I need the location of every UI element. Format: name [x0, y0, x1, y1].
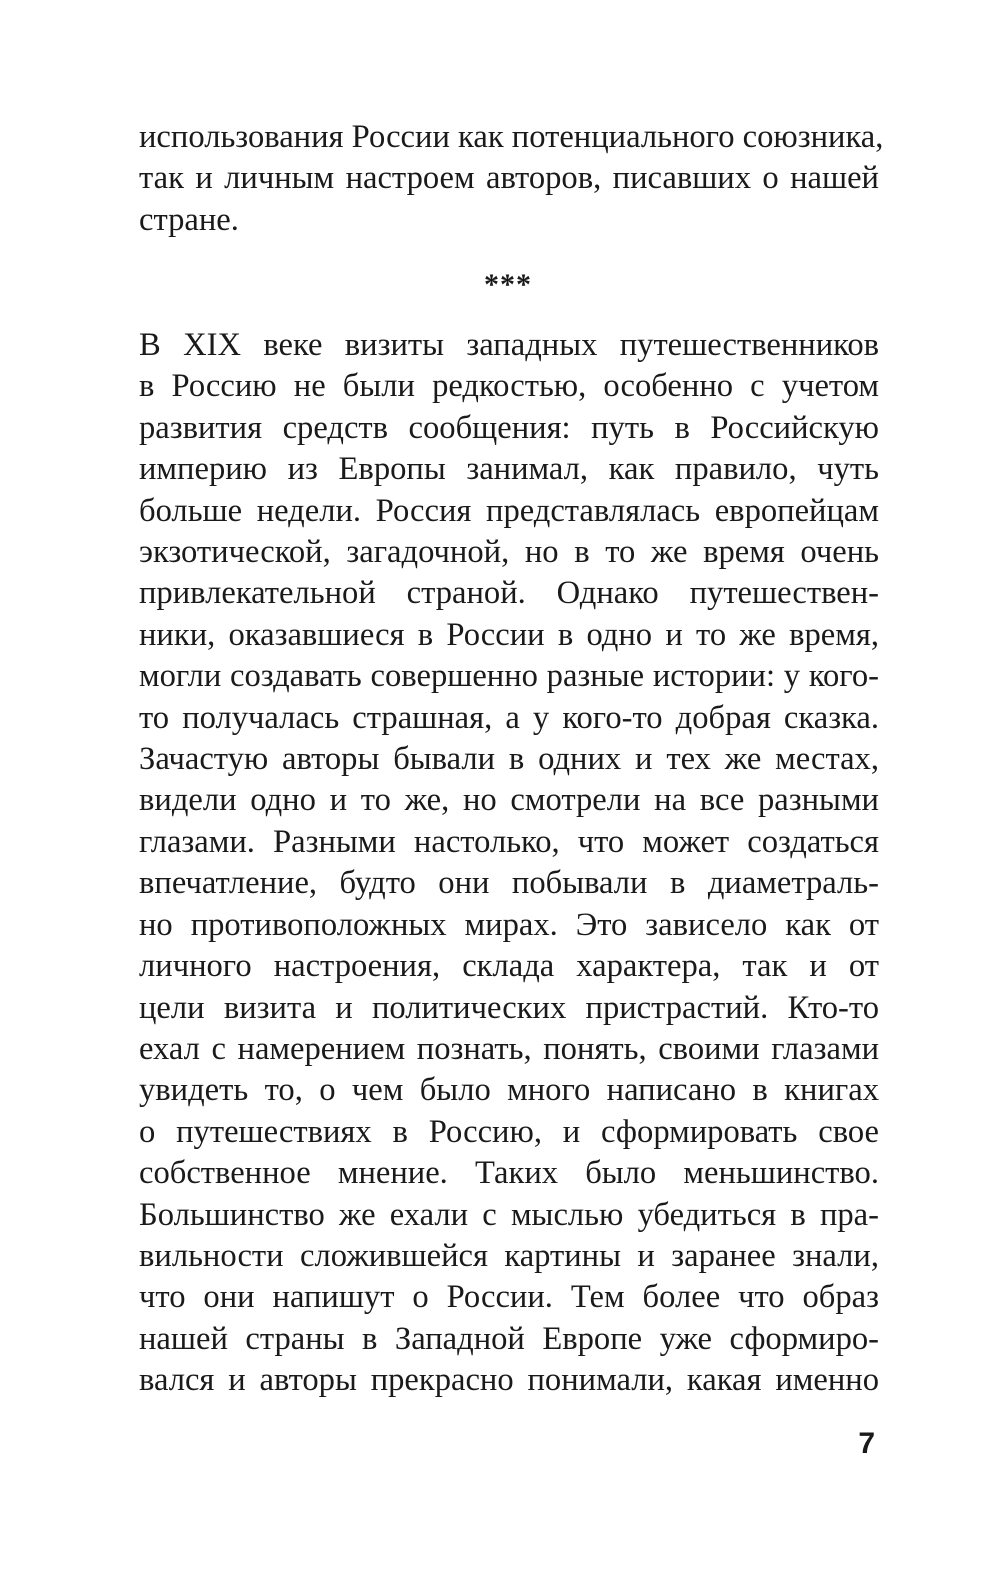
section-separator: *** — [484, 268, 532, 301]
text-line: могли создавать совершенно разные истории: у кого- — [139, 658, 879, 695]
continued-paragraph — [139, 117, 884, 241]
text-line: так и личным настроем авторов, писавших о нашей — [139, 160, 879, 197]
text-line: Зачастую авторы бывали в одних и тех же местах, — [139, 741, 879, 778]
text-line: ехал с намерением познать, понять, своими глазами — [139, 1030, 879, 1067]
text-line: о путешествиях в Россию, и сформировать свое — [139, 1113, 879, 1150]
text-line: использования России как потенциального союзника, — [139, 119, 884, 155]
text-line: стране. — [139, 201, 239, 238]
text-line: больше недели. Россия представлялась европейцам — [139, 492, 879, 529]
text-line: экзотической, загадочной, но в то же время очень — [139, 534, 879, 571]
text-line: видели одно и то же, но смотрели на все разными — [139, 782, 879, 819]
text-line: вался и авторы прекрасно понимали, какая именно — [139, 1362, 879, 1399]
text-line: империю из Европы занимал, как правило, чуть — [139, 451, 879, 488]
main-paragraph — [139, 325, 879, 1402]
text-line: вильности сложившейся картины и заранее знали, — [139, 1237, 879, 1274]
text-line: привлекательной страной. Однако путешествен- — [139, 575, 879, 612]
text-line: В XIX веке визиты западных путешественников — [139, 327, 879, 363]
text-line: собственное мнение. Таких было меньшинство. — [139, 1155, 879, 1192]
text-line: личного настроения, склада характера, так и от — [139, 948, 879, 985]
text-line: что они напишут о России. Тем более что образ — [139, 1279, 879, 1316]
text-line: в Россию не были редкостью, особенно с учетом — [139, 368, 879, 405]
text-line: то получалась страшная, а у кого-то добрая сказка. — [139, 699, 879, 736]
text-line: но противоположных мирах. Это зависело как от — [139, 906, 879, 943]
text-line: глазами. Разными настолько, что может создаться — [139, 823, 879, 860]
text-line: нашей страны в Западной Европе уже сформиро- — [139, 1320, 879, 1357]
text-line: увидеть то, о чем было много написано в книгах — [139, 1072, 879, 1109]
text-line: цели визита и политических пристрастий. Кто-то — [139, 989, 879, 1026]
text-line: впечатление, будто они побывали в диаметраль- — [139, 865, 879, 902]
page-number: 7 — [858, 1427, 875, 1460]
text-line: ники, оказавшиеся в России в одно и то же время, — [139, 616, 879, 653]
text-line: развития средств сообщения: путь в Российскую — [139, 409, 879, 446]
text-line: Большинство же ехали с мыслью убедиться в пра- — [139, 1196, 879, 1233]
